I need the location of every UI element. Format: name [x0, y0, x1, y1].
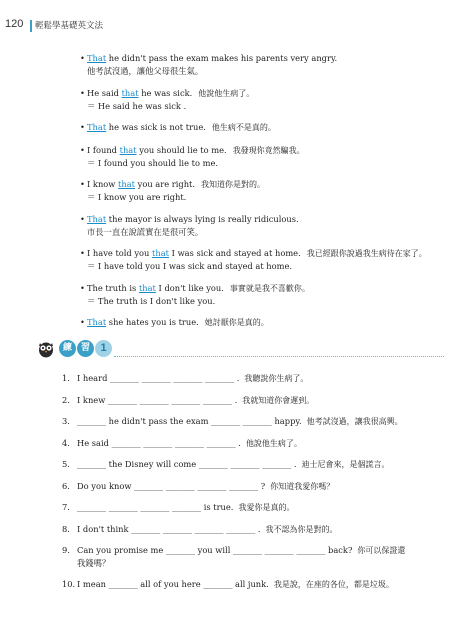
highlighted-that: that: [121, 87, 139, 98]
highlighted-that: That: [87, 213, 107, 224]
exercise-number-label: 4.: [62, 437, 70, 448]
example-before: The truth is: [87, 282, 139, 293]
exercise-item: [62, 480, 442, 493]
example-sentence: [87, 178, 440, 191]
exercise-text: I mean _______ all of you here _______ all junk.: [77, 578, 269, 589]
highlighted-that: That: [87, 122, 107, 132]
example-after: he was sick.: [138, 87, 193, 98]
example-second-line: ＝ The truth is I don't like you.: [87, 295, 216, 306]
example-after: she hates you is true.: [106, 317, 199, 327]
highlighted-that: That: [87, 53, 107, 63]
example-translation: 她討厭你是真的。: [204, 318, 269, 327]
exercise-text: _______ he didn't pass the exam _______ _______ happy.: [77, 416, 302, 426]
exercise-translation: 你知道我愛你嗎？: [270, 481, 335, 491]
example-item: [80, 121, 440, 134]
example-after: you are right.: [135, 179, 196, 189]
example-before: I have told you: [87, 248, 153, 258]
example-sentence: [87, 247, 440, 260]
example-after: I was sick and stayed at home.: [169, 248, 301, 258]
example-item: [80, 316, 440, 329]
example-before: I know: [87, 179, 119, 189]
exercise-item: [62, 578, 442, 591]
example-item: [80, 87, 440, 112]
exercise-number: 1: [95, 340, 112, 357]
book-title: 輕鬆學基礎英文法: [35, 21, 104, 31]
exercise-number-label: 9.: [62, 545, 70, 555]
example-item: [80, 247, 440, 272]
example-item: [80, 52, 440, 77]
exercise-number-label: 5.: [62, 459, 70, 469]
owl-icon: [37, 340, 55, 358]
example-sentence: [87, 144, 440, 157]
example-sentence: [87, 52, 440, 65]
example-after: I don't like you.: [155, 282, 224, 293]
page-number: 120: [5, 18, 24, 30]
exercise-text: _______ the Disney will come _______ _______ _______ .: [77, 459, 297, 469]
example-sentence: [87, 87, 440, 100]
bullet: •: [80, 144, 85, 155]
page-header: [0, 18, 449, 34]
example-translation: 我發現你竟然騙我。: [232, 145, 305, 155]
example-second-line: ＝ I found you should lie to me.: [87, 157, 218, 168]
example-second-line: ＝ I know you are right.: [87, 192, 187, 202]
example-after: he was sick is not true.: [106, 122, 206, 132]
bullet: •: [80, 122, 85, 132]
exercise-text: Do you know _______ _______ _______ _______ ?: [77, 480, 266, 491]
exercise-text: I don't think _______ _______ _______ _______ .: [77, 523, 261, 534]
header-divider: [30, 20, 32, 32]
example-translation: 他說他生病了。: [198, 88, 255, 98]
example-sentence: [87, 316, 440, 329]
exercise-translation: 迪士尼會來，是個謊言。: [301, 460, 390, 469]
example-after: he didn't pass the exam makes his parents very angry.: [106, 53, 338, 63]
exercise-label-char-2: 習: [77, 340, 94, 357]
highlighted-that: that: [118, 179, 135, 189]
example-second-line: ＝ He said he was sick .: [87, 100, 187, 111]
example-translation: 事實就是我不喜歡你。: [229, 283, 310, 293]
example-item: [80, 144, 440, 169]
example-item: [80, 213, 440, 238]
exercise-item: [62, 437, 442, 450]
exercise-number-label: 1.: [62, 373, 70, 383]
exercise-item: [62, 501, 442, 514]
example-sentence: [87, 282, 440, 295]
dotted-divider: [114, 356, 444, 357]
example-before: I found: [87, 144, 120, 155]
exercise-item: [62, 544, 442, 569]
exercise-item: [62, 394, 442, 407]
exercise-item: [62, 372, 442, 385]
exercise-translation: 你可以保證還: [357, 546, 406, 555]
example-item: [80, 282, 440, 307]
bullet: •: [80, 87, 85, 98]
exercise-translation: 他考試沒過，讓我很高興。: [306, 417, 403, 426]
exercise-item: [62, 415, 442, 428]
exercise-text: He said _______ _______ _______ _______ .: [77, 437, 241, 448]
bullet: •: [80, 179, 85, 189]
exercise-item: [62, 523, 442, 536]
exercise-translation: 我就知道你會遲到。: [242, 395, 315, 405]
example-second-line: 他考試沒過，讓他父母很生氣。: [87, 66, 204, 76]
example-list: [80, 52, 440, 339]
exercise-number-label: 2.: [62, 394, 70, 405]
exercise-translation-cont: 我錢嗎？: [77, 558, 111, 568]
exercise-text: I knew _______ _______ _______ _______ .: [77, 394, 238, 405]
highlighted-that: that: [152, 248, 170, 258]
exercise-translation: 他說他生病了。: [245, 438, 302, 448]
highlighted-that: that: [138, 282, 156, 293]
example-sentence: [87, 213, 440, 226]
exercise-item: [62, 458, 442, 471]
example-translation: 我知道你是對的。: [201, 180, 266, 189]
exercise-text: Can you promise me _______ you will _______ _______ _______ back?: [77, 545, 353, 555]
exercise-number-label: 10.: [62, 578, 76, 589]
exercise-number-label: 7.: [62, 502, 70, 512]
bullet: •: [80, 248, 85, 258]
exercise-translation: 我聽說你生病了。: [244, 374, 309, 383]
bullet: •: [80, 317, 85, 327]
example-second-line: ＝ I have told you I was sick and stayed at home.: [87, 261, 293, 271]
example-translation: 他生病不是真的。: [211, 123, 276, 132]
exercise-text: _______ _______ _______ _______ is true.: [77, 502, 234, 512]
exercise-number-label: 8.: [62, 523, 70, 534]
highlighted-that: That: [87, 317, 107, 327]
exercise-header: [37, 339, 449, 359]
example-before: He said: [87, 87, 122, 98]
example-second-line: 市長一直在說謊實在是很可笑。: [87, 226, 204, 237]
exercise-text: I heard _______ _______ _______ _______ .: [77, 373, 240, 383]
exercise-list: [62, 372, 442, 599]
exercise-translation: 我不認為你是對的。: [265, 524, 338, 534]
bullet: •: [80, 213, 85, 224]
example-after: the mayor is always lying is really ridiculous.: [106, 213, 299, 224]
example-after: you should lie to me.: [136, 144, 227, 155]
example-item: [80, 178, 440, 203]
exercise-label-char-1: 練: [59, 340, 76, 357]
bullet: •: [80, 282, 85, 293]
example-sentence: [87, 121, 440, 134]
highlighted-that: that: [119, 144, 137, 155]
exercise-number-label: 3.: [62, 416, 70, 426]
example-translation: 我已經跟你說過我生病待在家了。: [306, 249, 427, 258]
exercise-number-label: 6.: [62, 480, 70, 491]
bullet: •: [80, 53, 85, 63]
exercise-translation: 我是說，在座的各位，都是垃圾。: [273, 579, 394, 589]
exercise-translation: 我愛你是真的。: [238, 503, 295, 512]
